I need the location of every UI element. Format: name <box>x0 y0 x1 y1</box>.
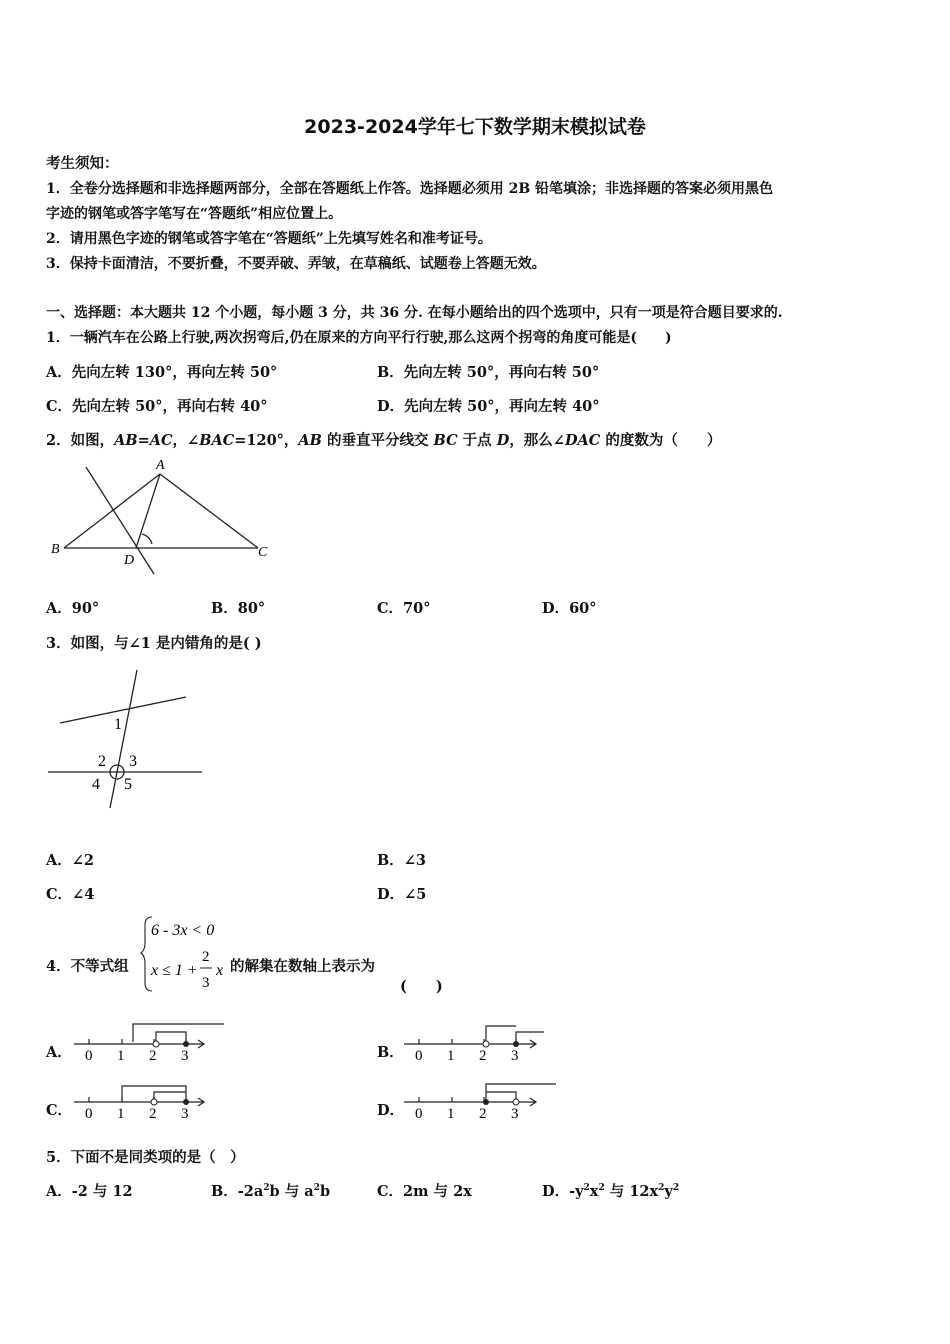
q4d-tick-3: 3 <box>511 1106 519 1122</box>
q3-option-c: C．∠4 <box>46 886 95 903</box>
q4a-tick-2: 2 <box>149 1048 157 1064</box>
q3-option-a: A．∠2 <box>46 852 94 869</box>
q1-option-c: C．先向左转 50°，再向右转 40° <box>46 398 268 415</box>
q4c-tick-3: 3 <box>181 1106 189 1122</box>
notice-line-3: 3．保持卡面清洁，不要折叠，不要弄破、弄皱，在草稿纸、试题卷上答题无效。 <box>46 256 546 272</box>
q4-option-d-numberline <box>402 1078 562 1122</box>
q4-option-c-label: C． <box>46 1102 73 1119</box>
q4b-tick-3: 3 <box>511 1048 519 1064</box>
q3-angle-5: 5 <box>124 776 132 793</box>
q2-stem: 2．如图，AB=AC，∠BAC=120°，AB 的垂直平分线交 BC 于点 D，那么∠DAC 的度数为（ ） <box>46 432 722 449</box>
q5-option-d: D．$-y^2x^2$ 与 $12x^2y^2$ <box>542 1183 680 1200</box>
q4-option-b-label: B． <box>377 1044 404 1061</box>
q4-stem-tail: 的解集在数轴上表示为 <box>230 958 375 975</box>
q1-option-d: D．先向左转 50°，再向左转 40° <box>377 398 600 415</box>
section-heading: 一、选择题：本大题共 12 个小题，每小题 3 分，共 36 分. 在每小题给出的四个选项中，只有一项是符合题目要求的. <box>46 305 783 321</box>
q2-option-d: D．60° <box>542 600 597 617</box>
q3-option-d: D．∠5 <box>377 886 427 903</box>
q3-angle-1: 1 <box>114 716 122 733</box>
q4-option-b-numberline <box>402 1020 562 1064</box>
q4-option-a-numberline <box>72 1020 232 1064</box>
q4c-tick-2: 2 <box>149 1106 157 1122</box>
q4-stem: 4．不等式组 <box>46 958 129 975</box>
q4a-tick-0: 0 <box>85 1048 93 1064</box>
notice-line-2: 2．请用黑色字迹的钢笔或答字笔在“答题纸”上先填写姓名和准考证号。 <box>46 231 492 247</box>
q3-lines-figure <box>44 660 214 820</box>
notice-line-1-cont: 字迹的钢笔或答字笔写在“答题纸”相应位置上。 <box>46 206 343 222</box>
q3-angle-3: 3 <box>129 753 137 770</box>
q4-frac-num: 2 <box>202 949 210 965</box>
q3-stem: 3．如图，与∠1 是内错角的是( ) <box>46 635 262 652</box>
q2-option-c: C．70° <box>377 600 431 617</box>
q5-option-b: B．$-2a^2b$ 与 $a^2b$ <box>211 1183 331 1200</box>
q2-label-a: A <box>156 458 165 473</box>
q4b-tick-1: 1 <box>447 1048 455 1064</box>
q4-frac-den: 3 <box>202 975 210 991</box>
q4c-tick-0: 0 <box>85 1106 93 1122</box>
q5-option-a: A．-2 与 12 <box>46 1183 133 1200</box>
q4-option-a-label: A． <box>46 1044 72 1061</box>
q4-paren: ( ) <box>400 978 443 995</box>
q2-triangle-figure <box>46 452 276 582</box>
q3-angle-4: 4 <box>92 776 100 793</box>
q1-option-b: B．先向左转 50°，再向右转 50° <box>377 364 600 381</box>
q3-option-b: B．∠3 <box>377 852 426 869</box>
q4-ineq-1: 6 - 3x < 0 <box>151 922 215 939</box>
q4d-tick-1: 1 <box>447 1106 455 1122</box>
q4-ineq-2-x: x <box>216 962 224 979</box>
q4b-tick-2: 2 <box>479 1048 487 1064</box>
q1-option-a: A．先向左转 130°，再向左转 50° <box>46 364 278 381</box>
q1-stem: 1．一辆汽车在公路上行驶,两次拐弯后,仍在原来的方向平行行驶,那么这两个拐弯的角度可能是( ) <box>46 330 672 346</box>
q4b-tick-0: 0 <box>415 1048 423 1064</box>
q2-label-b: B <box>51 542 60 557</box>
q2-option-b: B．80° <box>211 600 266 617</box>
q4-option-d-label: D． <box>377 1102 405 1119</box>
q4d-tick-2: 2 <box>479 1106 487 1122</box>
page-title: 2023-2024学年七下数学期末模拟试卷 <box>304 116 646 138</box>
q3-angle-2: 2 <box>98 753 106 770</box>
q2-option-a: A．90° <box>46 600 100 617</box>
notice-line-1: 1．全卷分选择题和非选择题两部分，全部在答题纸上作答。选择题必须用 2B 铅笔填涂；非选择题的答案必须用黑色 <box>46 181 774 197</box>
notice-heading: 考生须知： <box>46 155 119 172</box>
q4c-tick-1: 1 <box>117 1106 125 1122</box>
q4-ineq-2: x ≤ 1 + <box>151 962 198 979</box>
q2-label-c: C <box>258 545 268 560</box>
q4a-tick-1: 1 <box>117 1048 125 1064</box>
q5-stem: 5．下面不是同类项的是（ ） <box>46 1149 245 1166</box>
q2-label-d: D <box>124 553 135 568</box>
q5-option-c: C．2m 与 2x <box>377 1183 472 1200</box>
q4d-tick-0: 0 <box>415 1106 423 1122</box>
q4a-tick-3: 3 <box>181 1048 189 1064</box>
q4-option-c-numberline <box>72 1078 232 1122</box>
q4-inequality-system <box>140 913 240 993</box>
